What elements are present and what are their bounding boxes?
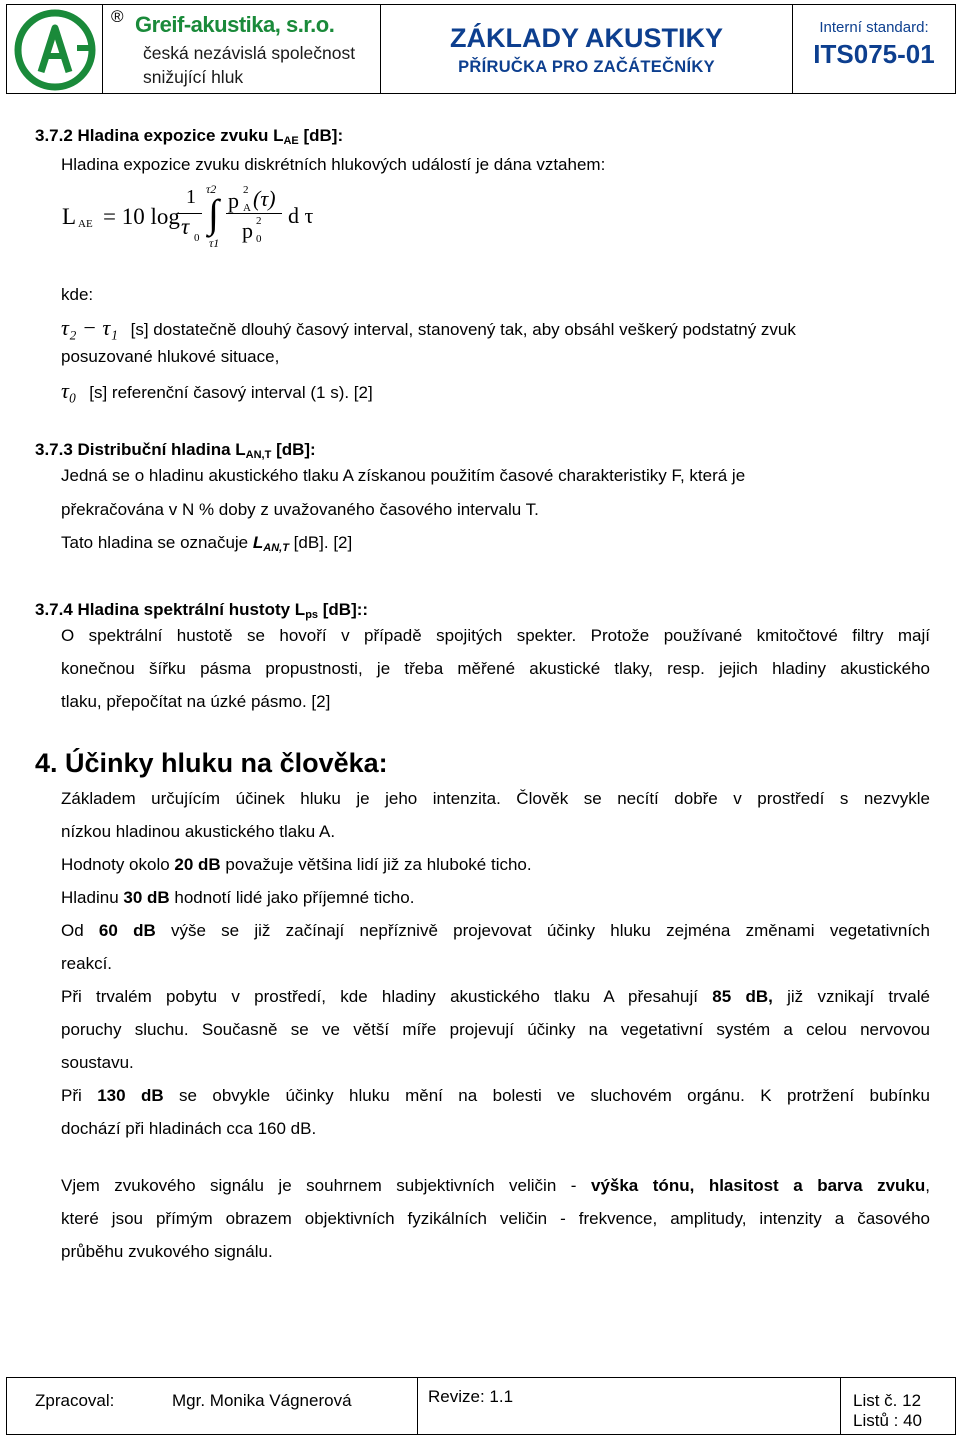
title-cell <box>381 5 793 93</box>
standard-label: Interní standard: <box>819 19 929 36</box>
company-logo-icon <box>11 8 99 92</box>
company-cell <box>103 5 381 93</box>
standard-code: ITS075-01 <box>813 39 935 69</box>
sheet-count: Listů : 40 <box>853 1411 922 1430</box>
footer-divider <box>840 1378 841 1434</box>
chapter-heading-4: 4. Účinky hluku na člověka: <box>35 748 388 778</box>
section-heading-374: 3.7.4 Hladina spektrální hustoty $L_{ps}$ [dB]:: <box>35 600 369 621</box>
document-subtitle: PŘÍRUČKA PRO ZAČÁTEČNÍKY <box>458 58 715 76</box>
logo-cell <box>7 5 103 93</box>
definition-tau-reference: τ₀ [s] referenční časový interval (1 s). [2] <box>61 378 373 403</box>
standard-cell <box>793 5 955 93</box>
paragraph-line: Základem určujícím účinek hluku je jeho intenzita. Člověk se necítí dobře v prostředí s nezvykle <box>61 789 930 808</box>
paragraph-line: konečnou šířku pásma propustnosti, je třeba měřené akustické tlaky, resp. jejich hladiny akustického <box>61 659 930 678</box>
paragraph-line: které jsou přímým obrazem objektivních fyzikálních veličin - frekvence, amplitudy, intenzity a časového <box>61 1209 930 1228</box>
paragraph-line: Při 130 dB se obvykle účinky hluku mění na bolesti ve sluchovém orgánu. K protržení bubínku <box>61 1086 930 1105</box>
paragraph-line: dochází při hladinách cca 160 dB. <box>61 1119 317 1138</box>
paragraph-line: poruchy sluchu. Současně se ve větší míře projevují účinky na vegetativní systém a celou nervovou <box>61 1020 930 1039</box>
fraction-bar-pressure <box>226 213 282 214</box>
paragraph-line: Tato hladina se označuje $L_{AN,T}$ [dB]. [2] <box>61 533 353 554</box>
paragraph-line: Od 60 dB výše se již začínají nepříznivě projevovat účinky hluku zejména změnami vegetativních <box>61 921 930 940</box>
document-header <box>6 4 956 94</box>
section-372-intro: Hladina expozice zvuku diskrétních hlukových událostí je dána vztahem: <box>61 155 606 174</box>
prepared-label: Zpracoval: <box>35 1391 115 1410</box>
where-label: kde: <box>61 285 94 304</box>
section-heading-372: 3.7.2 Hladina expozice zvuku $L_{AE}$ [dB]: <box>35 126 344 147</box>
document-title: ZÁKLADY AKUSTIKY <box>449 23 723 53</box>
sheet-number: List č. 12 <box>853 1391 922 1410</box>
document-footer <box>6 1377 956 1435</box>
paragraph-line: Jedná se o hladinu akustického tlaku A získanou použitím časové charakteristiky F, která je <box>61 466 746 485</box>
paragraph-line: Hodnoty okolo 20 dB považuje většina lidí již za hluboké ticho. <box>61 855 532 874</box>
paragraph-line: překračována v N % doby z uvažovaného časového intervalu T. <box>61 500 539 519</box>
paragraph-line: O spektrální hustotě se hovoří v případě spojitých spekter. Protože používané kmitočtové filtry mají <box>61 626 930 645</box>
registered-mark: ® <box>111 7 124 26</box>
paragraph-line: Hladinu 30 dB hodnotí lidé jako příjemné ticho. <box>61 888 415 907</box>
definition-tau-interval: τ₂ − τ₁ [s] dostatečně dlouhý časový interval, stanovený tak, aby obsáhl veškerý podstatný zvuk <box>61 315 796 340</box>
paragraph-line: reakcí. <box>61 954 113 973</box>
revision: Revize: 1.1 <box>428 1387 514 1406</box>
paragraph-line: Při trvalém pobytu v prostředí, kde hladiny akustického tlaku A přesahují 85 dB, již vznikají trvalé <box>61 987 930 1006</box>
paragraph-line: průběhu zvukového signálu. <box>61 1242 273 1261</box>
section-heading-373: 3.7.3 Distribuční hladina $L_{AN,T}$ [dB]: <box>35 440 316 461</box>
paragraph-line: nízkou hladinou akustického tlaku A. <box>61 822 336 841</box>
company-name: Greif-akustika, s.r.o. <box>135 12 335 37</box>
paragraph-line: Vjem zvukového signálu je souhrnem subjektivních veličin - výška tónu, hlasitost a barva zvuku, <box>61 1176 930 1195</box>
definition-tau-interval-cont: posuzované hlukové situace, <box>61 347 280 366</box>
footer-divider <box>417 1378 418 1434</box>
paragraph-line: tlaku, přepočítat na úzké pásmo. [2] <box>61 692 331 711</box>
company-tagline: česká nezávislá společnost snižující hluk <box>143 43 356 87</box>
paragraph-line: soustavu. <box>61 1053 134 1072</box>
prepared-name: Mgr. Monika Vágnerová <box>172 1391 352 1410</box>
integral-sign: ∫ <box>208 191 219 236</box>
